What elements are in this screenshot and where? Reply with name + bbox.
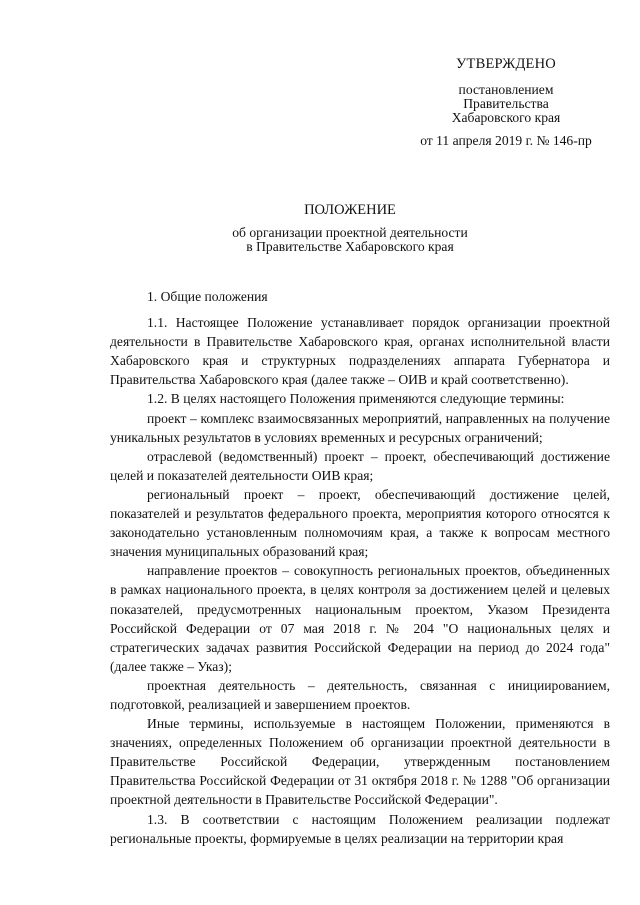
term-project-activity: проектная деятельность – деятельность, связанная с инициированием, подготовкой, реализацией и завершением проектов. (110, 677, 610, 712)
term-regional-project: региональный проект – проект, обеспечивающий достижение целей, показателей и результатов федерального проекта, мероприятия которого относятся к законодательно установленным полномочиям края, а также к вопросам местного значения муниципальных образований края; (110, 486, 610, 560)
paragraph-1-3: 1.3. В соответствии с настоящим Положением реализации подлежат региональные проекты, формируемые в целях реализации на территории края (110, 811, 610, 846)
approval-stamp (401, 57, 611, 148)
document-title-line-2: в Правительстве Хабаровского края (246, 239, 454, 254)
approval-line-1: постановлением (458, 82, 554, 97)
term-project-direction: направление проектов – совокупность региональных проектов, объединенных в рамках национального проекта, в целях контроля за достижением целей и целевых показателей, предусмотренных национальным проектом, Указом Президента Российской Федерации от 07 мая 2018 г. № 204 "О национальных целях и стратегических задачах развития Российской Федерации на период до 2024 года" (далее также – Указ); (110, 563, 610, 674)
approval-date: от 11 апреля 2019 г. № 146-пр (420, 133, 592, 148)
paragraph-1-2: 1.2. В целях настоящего Положения применяются следующие термины: (147, 391, 565, 407)
approval-title: УТВЕРЖДЕНО (456, 56, 556, 72)
document-body (110, 287, 610, 848)
document-title (150, 203, 550, 255)
term-project: проект – комплекс взаимосвязанных мероприятий, направленных на получение уникальных результатов в условиях временных и ресурсных ограничений; (110, 410, 610, 445)
section-heading: 1. Общие положения (147, 289, 268, 304)
paragraph-1-1: 1.1. Настоящее Положение устанавливает порядок организации проектной деятельности в Правительстве Хабаровского края, органах исполнительной власти Хабаровского края и структурных подразделениях аппарата Губернатора и Правительства Хабаровского края (далее также – ОИВ и край соответственно). (110, 315, 610, 388)
approval-line-2: Правительства (463, 96, 549, 111)
term-sector-project: отраслевой (ведомственный) проект – проект, обеспечивающий достижение целей и показателей деятельности ОИВ края; (110, 448, 610, 483)
document-title-line-1: об организации проектной деятельности (232, 224, 468, 240)
approval-line-3: Хабаровского края (451, 110, 561, 125)
document-title-head: ПОЛОЖЕНИЕ (304, 202, 396, 218)
paragraph-other-terms: Иные термины, используемые в настоящем Положении, применяются в значениях, определенных Положением об организации проектной деятельности в Правительстве Российской Федерации, утвержденным постановлением Правительства Российской Федерации от 31 октября 2018 г. № 1288 "Об организации проектной деятельности в Правительстве Российской Федерации". (110, 716, 610, 808)
